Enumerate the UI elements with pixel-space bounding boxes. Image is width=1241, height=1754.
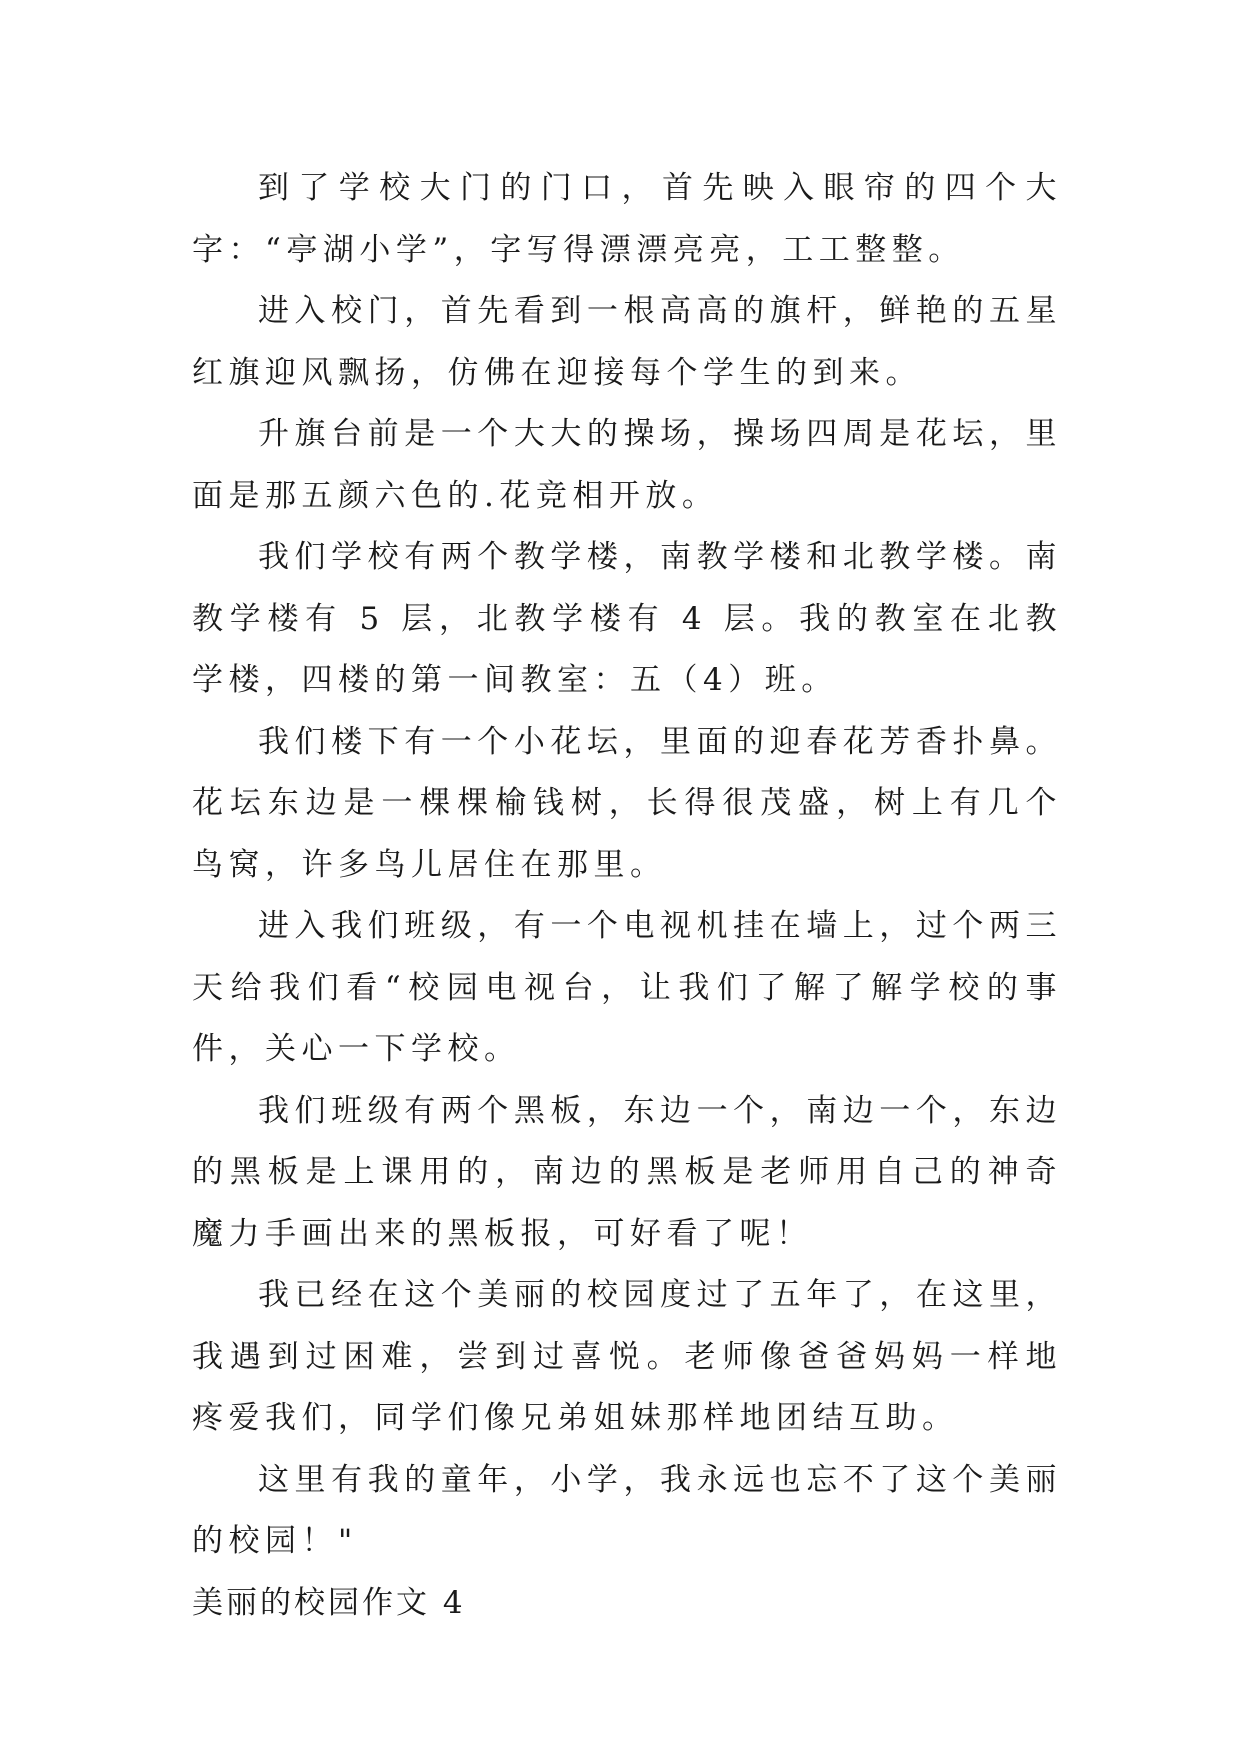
paragraph-8: 我已经在这个美丽的校园度过了五年了，在这里，我遇到过困难，尝到过喜悦。老师像爸爸妈妈一样地疼爱我们，同学们像兄弟姐妹那样地团结互助。 xyxy=(192,1277,1062,1436)
paragraph-1: 到了学校大门的门口，首先映入眼帘的四个大字：“亭湖小学”，字写得漂漂亮亮，工工整整。 xyxy=(192,170,1062,268)
paragraph-7: 我们班级有两个黑板，东边一个，南边一个，东边的黑板是上课用的，南边的黑板是老师用自己的神奇魔力手画出来的黑板报，可好看了呢！ xyxy=(192,1092,1062,1252)
section-heading: 美丽的校园作文 4 xyxy=(192,1584,466,1621)
paragraph-6: 进入我们班级，有一个电视机挂在墙上，过个两三天给我们看“校园电视台，让我们了解了解学校的事件，关心一下学校。 xyxy=(192,908,1062,1067)
paragraph-4: 我们学校有两个教学楼，南教学楼和北教学楼。南教学楼有 5 层，北教学楼有 4 层。我的教室在北教学楼，四楼的第一间教室：五（4）班。 xyxy=(192,539,1062,698)
paragraph-2: 进入校门，首先看到一根高高的旗杆，鲜艳的五星红旗迎风飘扬，仿佛在迎接每个学生的到来。 xyxy=(192,293,1062,391)
paragraph-9: 这里有我的童年，小学，我永远也忘不了这个美丽的校园！" xyxy=(192,1461,1062,1559)
document-body xyxy=(192,158,1062,1634)
paragraph-3: 升旗台前是一个大大的操场，操场四周是花坛，里面是那五颜六色的.花竞相开放。 xyxy=(192,416,1062,514)
paragraph-5: 我们楼下有一个小花坛，里面的迎春花芳香扑鼻。花坛东边是一棵棵榆钱树，长得很茂盛，树上有几个鸟窝，许多鸟儿居住在那里。 xyxy=(192,723,1062,883)
